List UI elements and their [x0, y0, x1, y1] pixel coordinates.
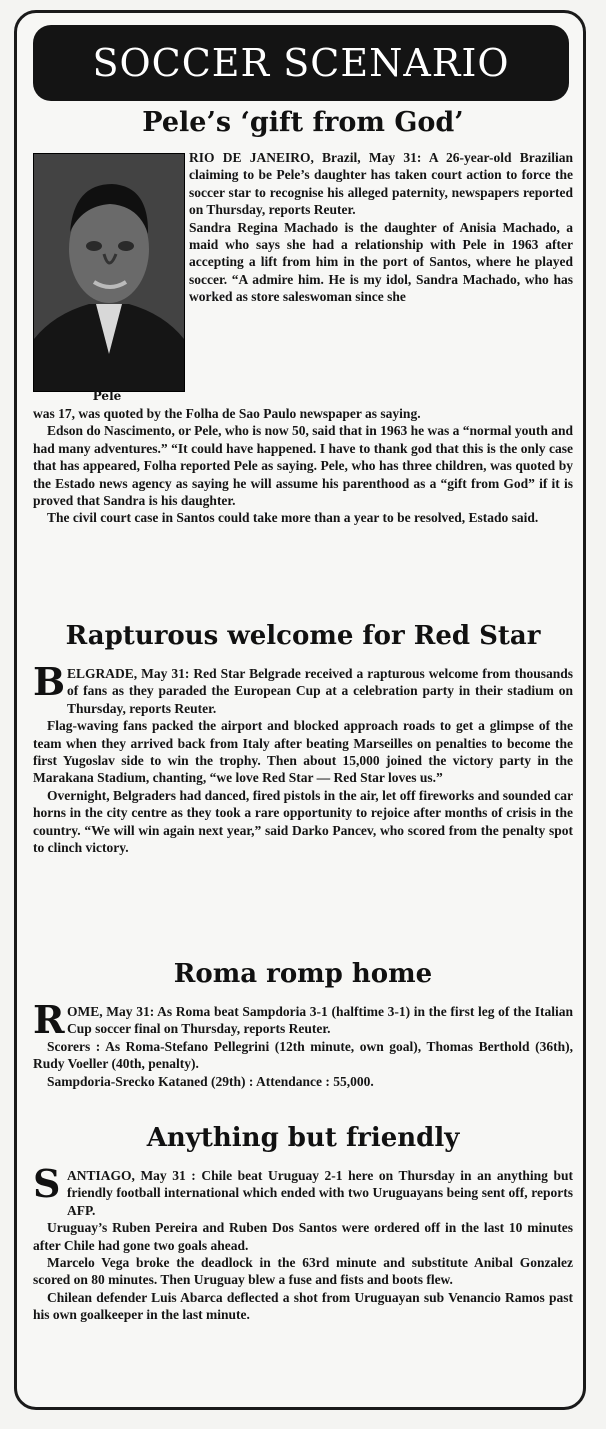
friendly-text — [33, 1161, 573, 1324]
pele-para-4: The civil court case in Santos could take more than a year to be resolved, Estado said. — [47, 510, 539, 526]
headline-red-star: Rapturous welcome for Red Star — [65, 621, 541, 651]
roma-para-1: OME, May 31: As Roma beat Sampdoria 3-1 (halftime 3-1) in the first leg of the Italian Cup soccer final on Thursday, reports Reuter. — [67, 1004, 573, 1037]
friendly-para-1: ANTIAGO, May 31 : Chile beat Uruguay 2-1 here on Thursday in an anything but friendly football international which ended with two Uruguayans being sent off, reports AFP. — [67, 1168, 573, 1218]
headline-pele: Pele’s ‘gift from God’ — [142, 107, 464, 138]
pele-para-2-cont: was 17, was quoted by the Folha de Sao Paulo newspaper as saying. — [33, 406, 421, 421]
portrait-icon — [34, 154, 184, 391]
pele-para-3: Edson do Nascimento, or Pele, who is now 50, said that in 1963 he was a “normal youth and had many adventures.” “It could have happened. I have to thank god that this is the only case that has appeared, Folha reported Pele as saying. Pele, who has three children, was quoted by the Estado news agency as saying he will assume his parenthood as a “gift from God” if it is proved that Sandra is his daughter. — [33, 423, 573, 509]
section-title: SOCCER SCENARIO — [92, 41, 510, 85]
drop-cap-s: S — [33, 1161, 61, 1206]
friendly-para-4: Chilean defender Luis Abarca deflected a shot from Uruguayan sub Venancio Ramos past his own goalkeeper in the last minute. — [33, 1289, 573, 1323]
friendly-para-2: Uruguay’s Ruben Pereira and Ruben Dos Santos were ordered off in the last 10 minutes after Chile had gone two goals ahead. — [33, 1220, 573, 1253]
roma-para-2: Scorers : As Roma-Stefano Pellegrini (12th minute, own goal), Thomas Berthold (36th), Rudy Voeller (40th, penalty). — [33, 1038, 573, 1072]
red-star-text — [33, 659, 573, 856]
pele-wrap-text — [189, 149, 573, 306]
headline-friendly: Anything but friendly — [146, 1123, 460, 1153]
article-frame — [14, 10, 586, 1410]
drop-cap-r: R — [33, 997, 65, 1042]
headline-roma: Roma romp home — [173, 959, 433, 989]
friendly-para-3: Marcelo Vega broke the deadlock in the 63rd minute and substitute Anibal Gonzalez scored on 80 minutes. Then Uruguay blew a fuse and fists and boots flew. — [33, 1255, 573, 1288]
roma-para-3: Sampdoria-Srecko Kataned (29th) : Attendance : 55,000. — [47, 1073, 374, 1089]
red-star-para-3: Overnight, Belgraders had danced, fired pistols in the air, let off fireworks and sounded car horns in the city centre as they took a rare opportunity to rejoice after months of crisis in the country. “We will win again next year,” said Darko Pancev, who scored from the penalty spot to clinch victory. — [33, 787, 573, 856]
pele-full-text — [33, 405, 573, 527]
drop-cap-b: B — [33, 659, 66, 704]
red-star-para-2: Flag-waving fans packed the airport and blocked approach roads to get a glimpse of the team when they arrived back from Italy after beating Marseilles on penalties to become the first Yugoslav side to win the trophy. Then about 15,000 joined the victory party in the Marakana Stadium, chanting, “we love Red Star — Red Star loves us.” — [33, 718, 573, 786]
photo-caption: Pele — [92, 389, 122, 403]
red-star-para-1: ELGRADE, May 31: Red Star Belgrade received a rapturous welcome from thousands of fans as they paraded the European Cup at a celebration party in their stadium on Thursday, reports Reuter. — [67, 666, 573, 716]
pele-para-2: Sandra Regina Machado is the daughter of Anisia Machado, a maid who says she had a relationship with Pele in 1963 after accepting a lift from him in the port of Santos, where he played soccer. “A admire him. He is my idol, Sandra Machado, who has worked as store saleswoman since she — [189, 219, 573, 305]
pele-photo — [33, 153, 185, 392]
section-banner — [33, 25, 569, 101]
roma-text — [33, 997, 573, 1090]
pele-para-1: RIO DE JANEIRO, Brazil, May 31: A 26-year-old Brazilian claiming to be Pele’s daughter has taken court action to force the soccer star to recognise his alleged paternity, newspapers reported on Thursday, reports Reuter. — [189, 150, 573, 218]
